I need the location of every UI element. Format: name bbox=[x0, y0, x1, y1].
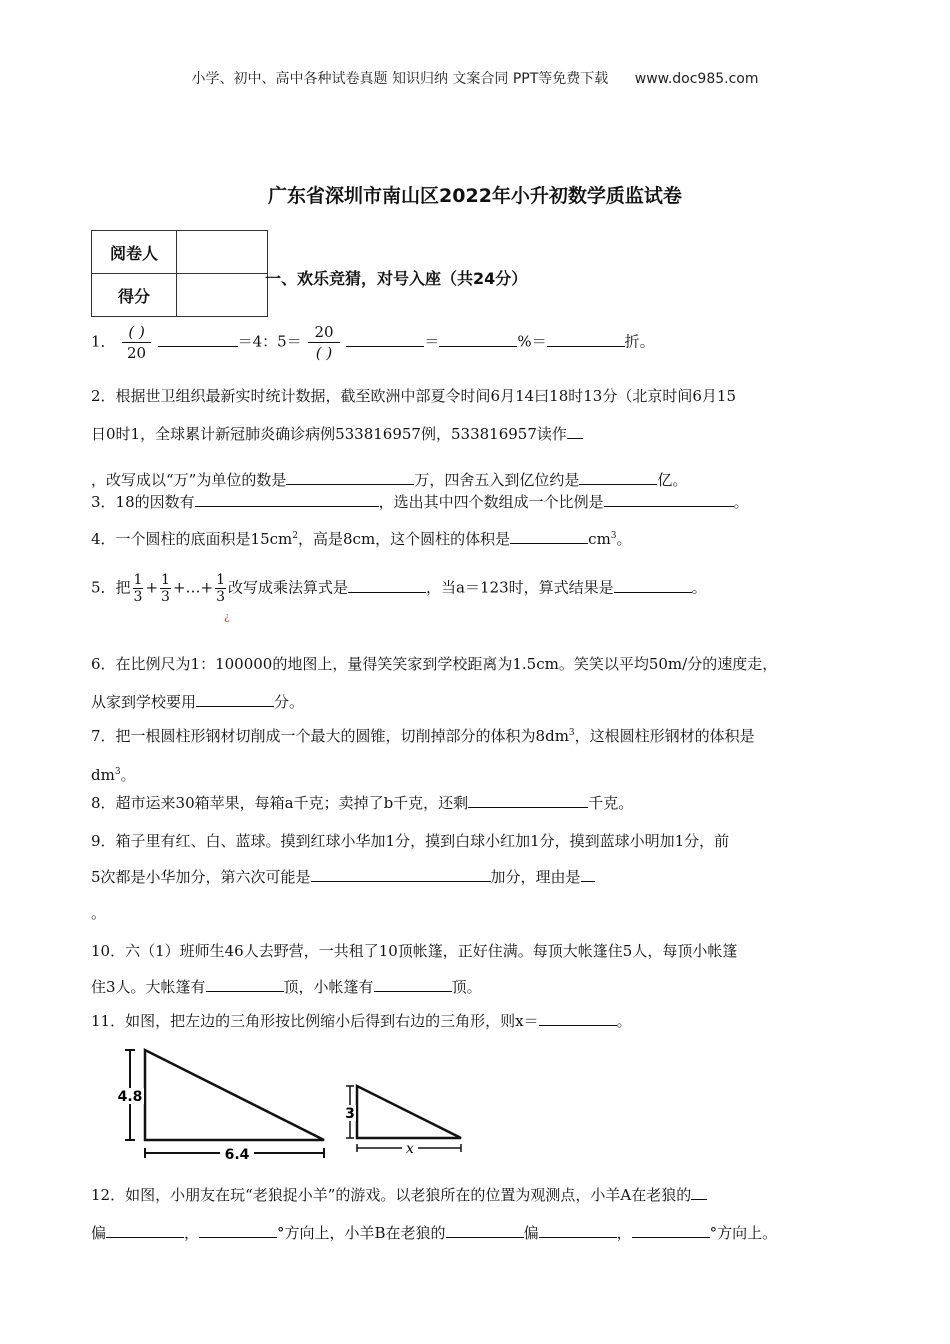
question-2: 2．根据世卫组织最新实时统计数据，截至欧洲中部夏令时间6月14曰18时13分（北京时间6月15 日0时1，全球累计新冠肺炎确诊病例533816957例，533816957读作 ，改写成以“万”为单位的数是 万，四舍五入到亿位约是 亿。 bbox=[91, 387, 736, 489]
answer-blank[interactable] bbox=[539, 1219, 617, 1238]
header-text: 小学、初中、高中各种试卷真题 知识归纳 文案合同 PPT等免费下载 bbox=[191, 71, 609, 87]
answer-blank[interactable] bbox=[604, 488, 734, 507]
answer-blank[interactable] bbox=[106, 1219, 184, 1238]
question-9: 9．箱子里有红、白、蓝球。摸到红球小华加1分，摸到白球小红加1分，摸到蓝球小明加1分，前 5次都是小华加分，第六次可能是 加分，理由是 。 bbox=[91, 832, 730, 922]
big-triangle bbox=[145, 1050, 324, 1140]
question-11: 11．如图，把左边的三角形按比例缩小后得到右边的三角形，则x＝ 。 bbox=[91, 1006, 861, 1036]
fraction-20-over-blank: $\frac{20}{( )}$ bbox=[308, 322, 339, 363]
answer-blank[interactable] bbox=[632, 1219, 710, 1238]
big-base-label: 6.4 bbox=[224, 1147, 250, 1163]
score-label: 得分 bbox=[92, 274, 177, 317]
answer-blank[interactable] bbox=[579, 466, 657, 485]
triangles-figure bbox=[112, 1040, 472, 1165]
question-8: 8．超市运来30箱苹果，每箱a千克；卖掉了b千克，还剩 千克。 bbox=[91, 788, 861, 818]
reviewer-label: 阅卷人 bbox=[92, 231, 177, 274]
answer-blank[interactable] bbox=[510, 525, 588, 544]
answer-blank[interactable] bbox=[374, 973, 452, 992]
question-3: 3．18的因数有 ，选出其中四个数组成一个比例是 。 bbox=[91, 487, 861, 517]
question-12: 12．如图，小朋友在玩“老狼捉小羊”的游戏。以老狼所在的位置为观测点，小羊A在老狼的 偏 ， °方向上，小羊B在老狼的 偏 ， °方向上。 bbox=[91, 1176, 861, 1252]
answer-blank[interactable] bbox=[614, 574, 692, 593]
fraction-one-third: $\frac{1}{3}$ bbox=[161, 572, 170, 605]
question-10: 10．六（1）班师生46人去野营，一共租了10顶帐篷，正好住满。每顶大帐篷住5人，每顶小帐篷 住3人。大帐篷有 顶，小帐篷有 顶。 bbox=[91, 942, 738, 996]
small-triangle bbox=[357, 1086, 461, 1138]
answer-blank[interactable] bbox=[691, 1181, 707, 1200]
score-cell bbox=[177, 274, 268, 317]
small-height-label: 3 bbox=[345, 1106, 355, 1122]
section-heading: 一、欢乐竞猜，对号入座（共24分） bbox=[265, 269, 528, 288]
fraction-blank-over-20: $\frac{( )}{20}$ bbox=[122, 322, 150, 363]
answer-blank[interactable] bbox=[547, 328, 625, 347]
stray-mark: ¿ bbox=[224, 612, 230, 623]
big-height-label: 4.8 bbox=[117, 1089, 143, 1105]
question-6: 6．在比例尺为1：100000的地图上，量得笑笑家到学校距离为1.5cm。笑笑以平均50m/分的速度走， 从家到学校要用 分。 bbox=[91, 655, 778, 711]
answer-blank[interactable] bbox=[311, 863, 491, 882]
question-4: 4．一个圆柱的底面积是$15cm^2$，高是8cm，这个圆柱的体积是 $cm^3$。 bbox=[91, 521, 861, 554]
reviewer-cell bbox=[177, 231, 268, 274]
answer-blank[interactable] bbox=[581, 863, 595, 882]
answer-blank[interactable] bbox=[195, 488, 379, 507]
question-5: 5．把 $\frac{1}{3}$ + $\frac{1}{3}$ +…+ $\frac{1}{3}$ 改写成乘法算式是 ，当a＝123时，算式结果是 。 bbox=[91, 572, 707, 605]
answer-blank[interactable] bbox=[158, 328, 238, 347]
page-header bbox=[0, 68, 950, 88]
fraction-one-third: $\frac{1}{3}$ bbox=[133, 572, 143, 605]
answer-blank[interactable] bbox=[567, 420, 583, 439]
answer-blank[interactable] bbox=[346, 328, 424, 347]
grader-table bbox=[91, 230, 268, 317]
answer-blank[interactable] bbox=[539, 1007, 617, 1026]
answer-blank[interactable] bbox=[439, 328, 517, 347]
answer-blank[interactable] bbox=[286, 466, 414, 485]
small-base-label: x bbox=[406, 1141, 414, 1157]
fraction-one-third: $\frac{1}{3}$ bbox=[216, 572, 226, 605]
question-7: 7．把一根圆柱形钢材切削成一个最大的圆锥，切削掉部分的体积为$8dm^3$，这根圆柱形钢材的体积是 $dm^3$。 bbox=[91, 727, 755, 784]
question-1: 1． $\frac{( )}{20}$ ＝4：5＝ $\frac{20}{( )}$ ＝ %＝ 折。 bbox=[91, 323, 655, 362]
answer-blank[interactable] bbox=[446, 1219, 524, 1238]
header-url[interactable]: www.doc985.com bbox=[634, 71, 759, 87]
answer-blank[interactable] bbox=[348, 574, 426, 593]
answer-blank[interactable] bbox=[206, 973, 284, 992]
answer-blank[interactable] bbox=[468, 789, 588, 808]
answer-blank[interactable] bbox=[196, 688, 274, 707]
answer-blank[interactable] bbox=[199, 1219, 277, 1238]
page-title: 广东省深圳市南山区2022年小升初数学质监试卷 bbox=[268, 185, 682, 207]
